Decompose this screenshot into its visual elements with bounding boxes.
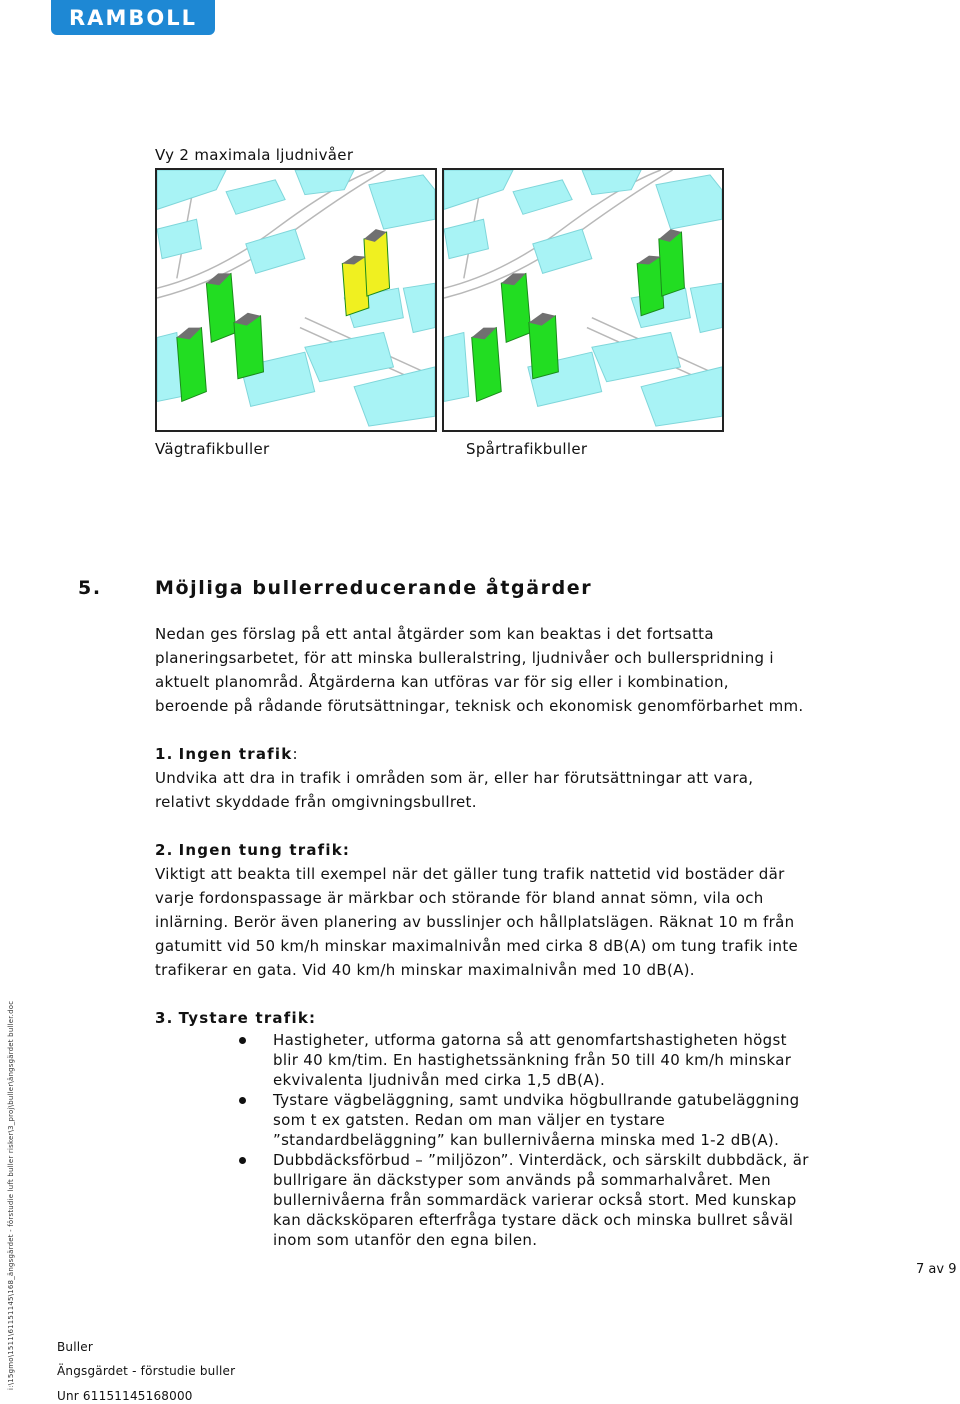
measure-1-title: Ingen trafik [178, 745, 293, 763]
intro-line: aktuelt planområd. Åtgärderna kan utföras var för sig eller i kombination, [155, 673, 729, 691]
measure-2-line: inlärning. Berör även planering av busslinjer och hållplatslägen. Räknat 10 m från [155, 913, 795, 931]
road-traffic-label: Vägtrafikbuller [155, 440, 270, 458]
measure-1 [155, 742, 835, 814]
rail-traffic-3d-view [444, 170, 722, 430]
measure-2 [155, 838, 835, 982]
file-path-sidebar [0, 990, 14, 1390]
file-path-text: i:\15gmo\1511\61151145\168_ängsgärdet - förstudie luft buller risker\3_proj\buller\ängsgärdet buller.doc [7, 1000, 15, 1390]
measure-3-title: Tystare trafik: [178, 1009, 317, 1027]
bullet-line: ”standardbeläggning” kan bullernivåerna minska med 1-2 dB(A). [273, 1131, 780, 1149]
rail-traffic-figure [442, 168, 724, 432]
footer-project-number: Unr 61151145168000 [57, 1389, 193, 1403]
measure-1-number: 1. [155, 745, 174, 763]
footer-category: Buller [57, 1340, 94, 1354]
road-traffic-figure [155, 168, 437, 432]
bullet-line: blir 40 km/tim. En hastighetssänkning från 50 till 40 km/h minskar [273, 1051, 792, 1069]
bullet-line: ekvivalenta ljudnivån med cirka 1,5 dB(A). [273, 1071, 606, 1089]
section-title: Möjliga bullerreducerande åtgärder [155, 577, 593, 599]
bullet-line: Tystare vägbeläggning, samt undvika högbullrande gatubeläggning [273, 1091, 800, 1109]
bullet-line: Dubbdäcksförbud – ”miljözon”. Vinterdäck, och särskilt dubbdäck, är [273, 1151, 809, 1169]
intro-line: planeringsarbetet, för att minska bulleralstring, ljudnivåer och bullerspridning i [155, 649, 774, 667]
intro-line: beroende på rådande förutsättningar, teknisk och ekonomisk genomförbarhet mm. [155, 697, 804, 715]
road-traffic-3d-view [157, 170, 435, 430]
bullet-icon [239, 1037, 246, 1044]
bullet-line: Hastigheter, utforma gatorna så att genomfartshastigheten högst [273, 1031, 787, 1049]
measure-2-heading [155, 838, 835, 862]
intro-line: Nedan ges förslag på ett antal åtgärder som kan beaktas i det fortsatta [155, 625, 714, 643]
measure-2-line: gatumitt vid 50 km/h minskar maximalnivån med cirka 8 dB(A) om tung trafik inte [155, 937, 799, 955]
bullet-line: kan däcksköparen efterfråga tystare däck och minska bullret såväl [273, 1211, 794, 1229]
bullet-line: bullernivåerna från sommardäck varierar också stort. Med kunskap [273, 1191, 797, 1209]
bullet-item [155, 1030, 845, 1090]
measure-3 [155, 1006, 835, 1030]
measure-2-line: trafikerar en gata. Vid 40 km/h minskar maximalnivån med 10 dB(A). [155, 961, 695, 979]
logo-text: RAMBOLL [69, 5, 197, 30]
measure-3-bullet-list [155, 1030, 845, 1250]
bullet-item [155, 1150, 845, 1250]
measure-1-suffix: : [292, 745, 298, 763]
section-heading [78, 577, 592, 599]
measure-3-number: 3. [155, 1009, 174, 1027]
measure-2-line: Viktigt att beakta till exempel när det gäller tung trafik nattetid vid bostäder där [155, 865, 785, 883]
measure-1-line: Undvika att dra in trafik i områden som är, eller har förutsättningar att vara, [155, 769, 754, 787]
intro-paragraph [155, 622, 835, 718]
bullet-item [155, 1090, 845, 1150]
bullet-icon [239, 1157, 246, 1164]
measure-1-heading [155, 742, 835, 766]
footer-document-title: Ängsgärdet - förstudie buller [57, 1364, 236, 1378]
measure-2-number: 2. [155, 841, 174, 859]
measure-2-title: Ingen tung trafik: [178, 841, 351, 859]
figure-caption: Vy 2 maximala ljudnivåer [155, 146, 354, 164]
bullet-icon [239, 1097, 246, 1104]
section-number: 5. [78, 577, 102, 599]
rail-traffic-label: Spårtrafikbuller [466, 440, 588, 458]
measure-1-line: relativt skyddade från omgivningsbullret. [155, 793, 477, 811]
bullet-line: som t ex gatsten. Redan om man väljer en tystare [273, 1111, 665, 1129]
bullet-line: bullrigare än däckstyper som används på sommarhalvåret. Men [273, 1171, 771, 1189]
page-number: 7 av 9 [916, 1262, 957, 1277]
bullet-line: inom som utanför den egna bilen. [273, 1231, 538, 1249]
ramboll-logo [51, 0, 215, 35]
measure-2-line: varje fordonspassage är märkbar och störande för bland annat sömn, vila och [155, 889, 764, 907]
measure-3-heading [155, 1006, 835, 1030]
